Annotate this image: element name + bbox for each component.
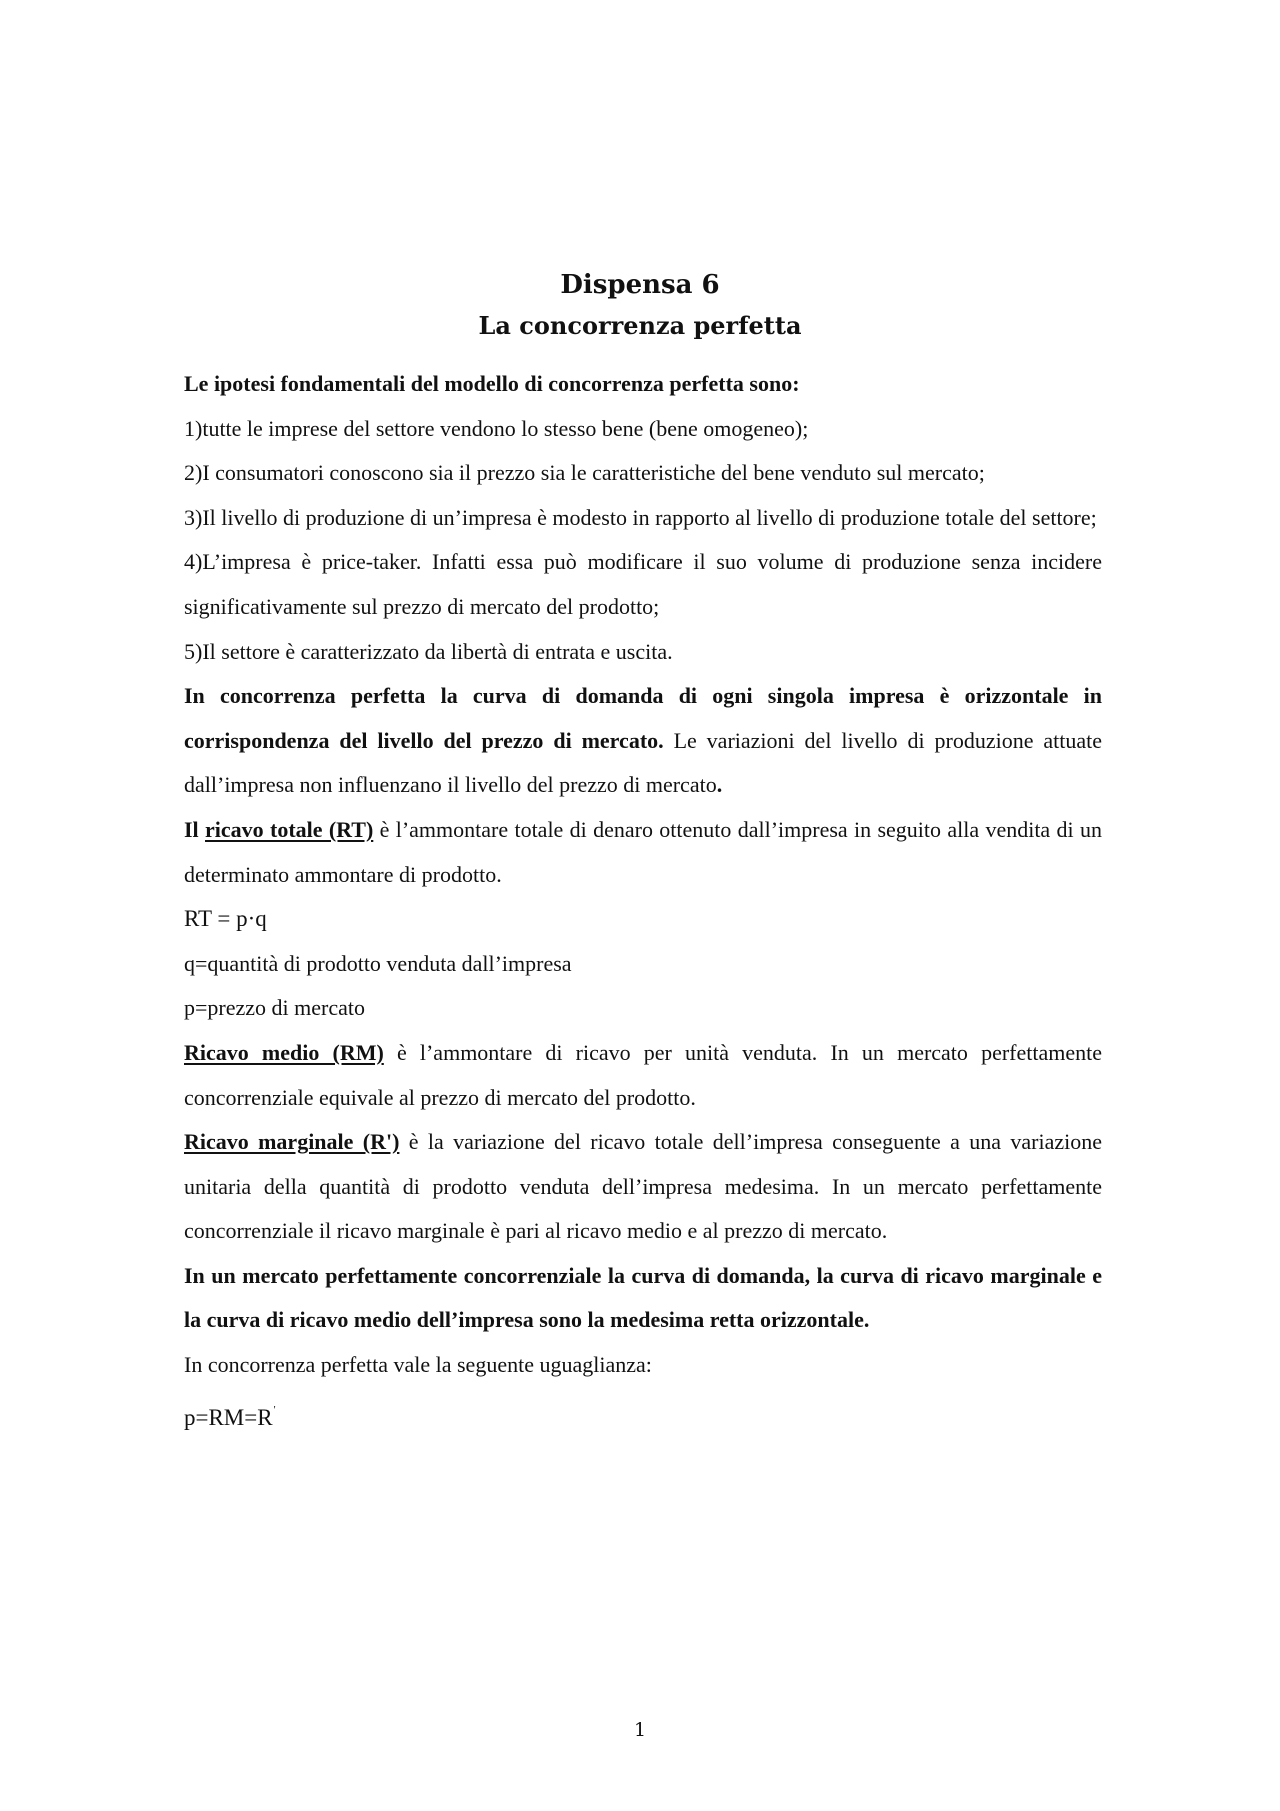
marginal-revenue-term: Ricavo marginale (R') [184, 1129, 400, 1155]
total-revenue-formula: RT = p·q [184, 906, 267, 932]
hypothesis-item: 2)I consumatori conoscono sia il prezzo sia le caratteristiche del bene venduto sul mercato; [184, 460, 985, 486]
average-revenue-term: Ricavo medio (RM) [184, 1039, 384, 1065]
hypothesis-item: 1)tutte le imprese del settore vendono lo stesso bene (bene omogeneo); [184, 415, 809, 441]
total-revenue-definition [184, 808, 1102, 897]
average-revenue-text: è l’ammontare di ricavo per unità venduta. In un mercato perfettamente concorrenziale equivale al prezzo di mercato del prodotto. [184, 1039, 1102, 1110]
price-definition: p=prezzo di mercato [184, 995, 365, 1021]
total-revenue-lead: Il [184, 816, 206, 842]
document-body [184, 362, 1102, 1440]
demand-curve-paragraph [184, 674, 1102, 808]
document-title: Dispensa 6 [560, 270, 720, 300]
total-revenue-term: ricavo totale (RT) [205, 816, 374, 842]
hypothesis-item: 3)Il livello di produzione di un’impresa è modesto in rapporto al livello di produzione totale del settore; [184, 504, 1097, 530]
demand-curve-explanation: Le variazioni del livello di produzione attuate dall’impresa non influenzano il livello del prezzo di mercato [184, 727, 1103, 798]
quantity-definition: q=quantità di prodotto venduta dall’impresa [184, 950, 572, 976]
summary-statement: In un mercato perfettamente concorrenziale la curva di domanda, la curva di ricavo marginale e la curva di ricavo medio dell’impresa sono la medesima retta orizzontale. [184, 1262, 1102, 1333]
equality-formula-line [184, 1388, 1102, 1441]
demand-curve-statement: In concorrenza perfetta la curva di domanda di ogni singola impresa è orizzontale in corrispondenza del livello del prezzo di mercato. [184, 683, 1102, 753]
demand-curve-period: . [716, 772, 723, 798]
equality-intro: In concorrenza perfetta vale la seguente uguaglianza: [184, 1352, 652, 1378]
equality-formula-prime: ' [273, 1403, 276, 1416]
marginal-revenue-definition [184, 1120, 1102, 1254]
hypotheses-heading: Le ipotesi fondamentali del modello di concorrenza perfetta sono: [184, 371, 800, 396]
hypothesis-item: 5)Il settore è caratterizzato da libertà di entrata e uscita. [184, 638, 673, 664]
total-revenue-text: è l’ammontare totale di denaro ottenuto dall’impresa in seguito alla vendita di un determinato ammontare di prodotto. [184, 816, 1102, 887]
average-revenue-definition [184, 1031, 1102, 1120]
marginal-revenue-text: è la variazione del ricavo totale dell’impresa conseguente a una variazione unitaria della quantità di prodotto venduta dell’impresa medesima. In un mercato perfettamente concorrenziale il ricavo marginale è pari al ricavo medio e al prezzo di mercato. [184, 1129, 1102, 1244]
document-subtitle: La concorrenza perfetta [478, 311, 802, 340]
hypothesis-item: 4)L’impresa è price-taker. Infatti essa può modificare il suo volume di produzione senza incidere significativamente sul prezzo di mercato del prodotto; [184, 549, 1102, 619]
equality-formula: p=RM=R [184, 1404, 273, 1430]
page-number: 1 [633, 1719, 647, 1741]
